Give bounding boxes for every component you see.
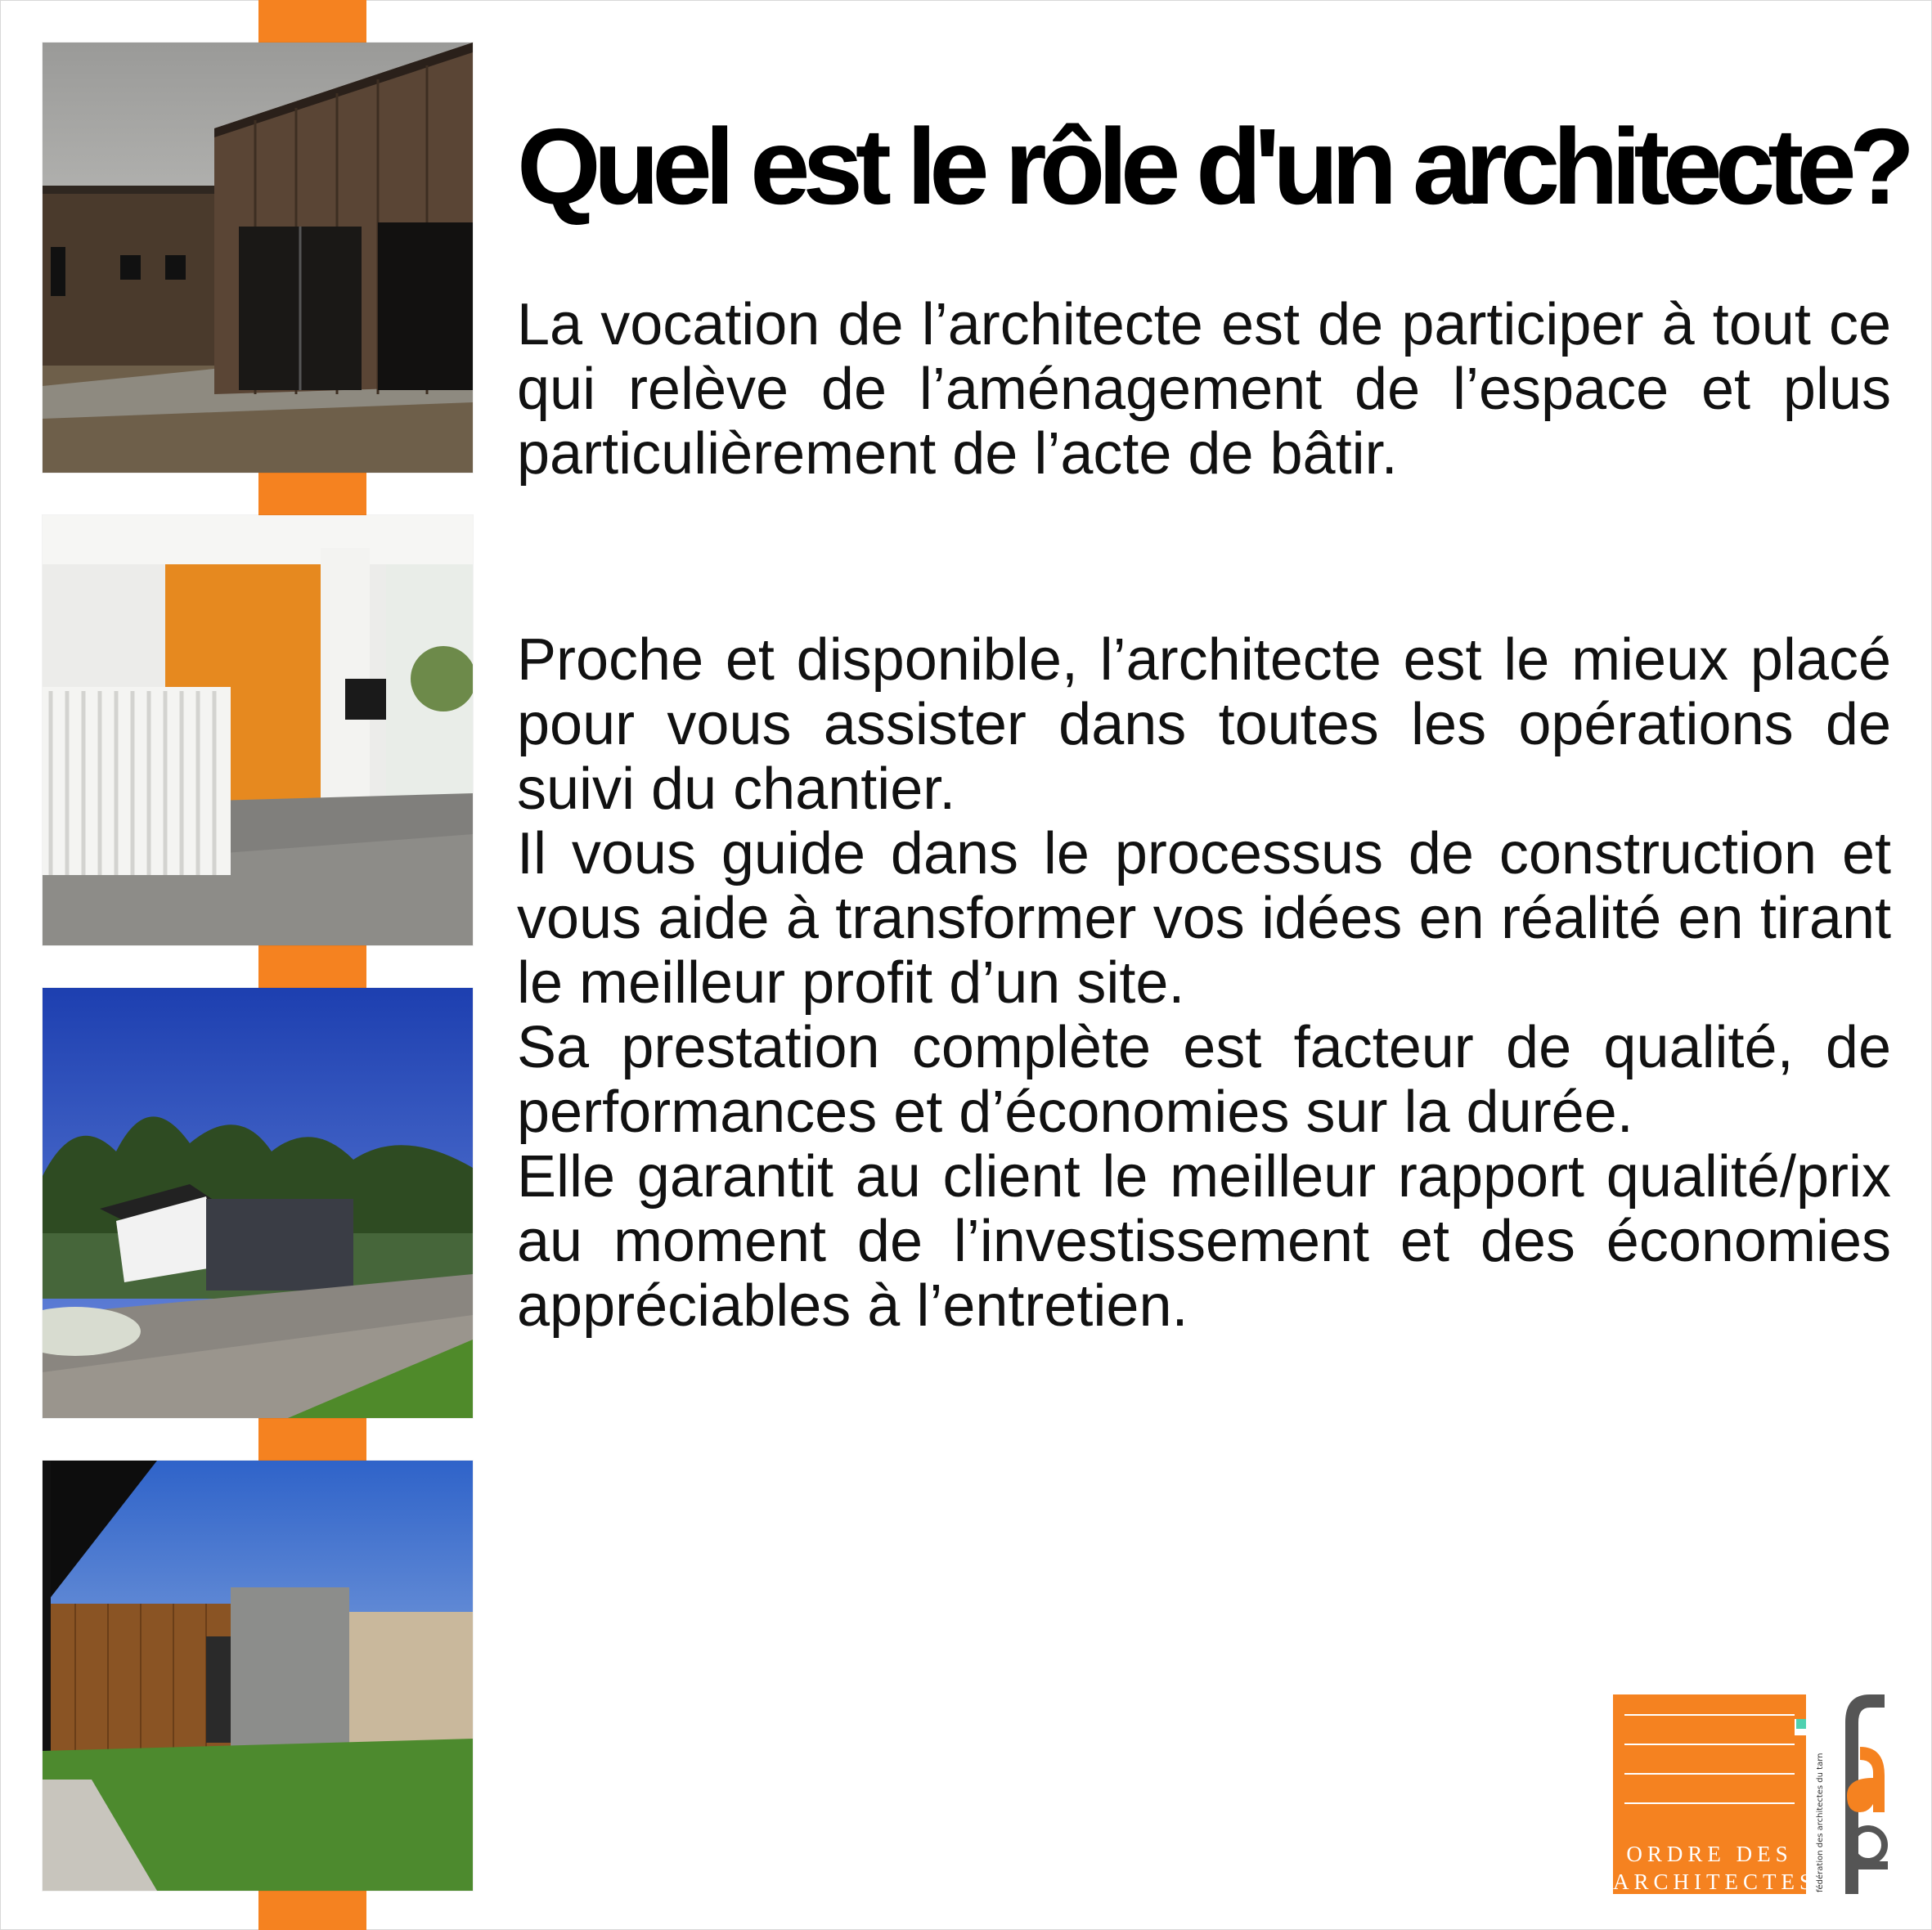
logo-rule — [1624, 1773, 1795, 1775]
intro-paragraph — [517, 293, 1891, 487]
paragraph-proximity: Proche et disponible, l’architecte est le mieux placé pour vous assister dans toutes les opérations de suivi du chantier. — [517, 627, 1891, 822]
logo-vertical-text: fédération des architectes du tarn — [1816, 1753, 1825, 1892]
photo-modern-house-render — [43, 988, 473, 1418]
paragraph-guidance: Il vous guide dans le processus de construction et vous aide à transformer vos idées en réalité en tirant le meilleur profit d’un site. — [517, 821, 1891, 1016]
logo-rule — [1624, 1744, 1795, 1745]
logo-rule — [1624, 1802, 1795, 1804]
photo-wooden-house — [43, 43, 473, 473]
logo-teal-square — [1796, 1719, 1806, 1729]
fat-monogram-icon — [1827, 1690, 1888, 1894]
photo-interior-orange-wall — [43, 515, 473, 945]
paragraph-value: Elle garantit au client le meilleur rapport qualité/prix au moment de l’investissement et des économies appréciables à l’entretien. — [517, 1144, 1891, 1339]
logo-line-1: ORDRE DES — [1626, 1842, 1793, 1866]
logo-line-2: ARCHITECTES — [1613, 1869, 1817, 1894]
paragraph-quality: Sa prestation complète est facteur de qualité, de performances et d’économies sur la durée. — [517, 1015, 1891, 1145]
page-title: Quel est le rôle d'un architecte? — [517, 106, 1908, 227]
logo-orange-box — [1613, 1694, 1817, 1894]
details-block — [517, 628, 1891, 1339]
logo-rule — [1624, 1714, 1795, 1716]
ordre-des-architectes-logo — [1613, 1690, 1888, 1894]
photo-wood-extension — [43, 1461, 473, 1891]
intro-text: La vocation de l’architecte est de participer à tout ce qui relève de l’aménagement de l’espace et plus particulièrement de l’acte de bâtir. — [517, 292, 1891, 487]
